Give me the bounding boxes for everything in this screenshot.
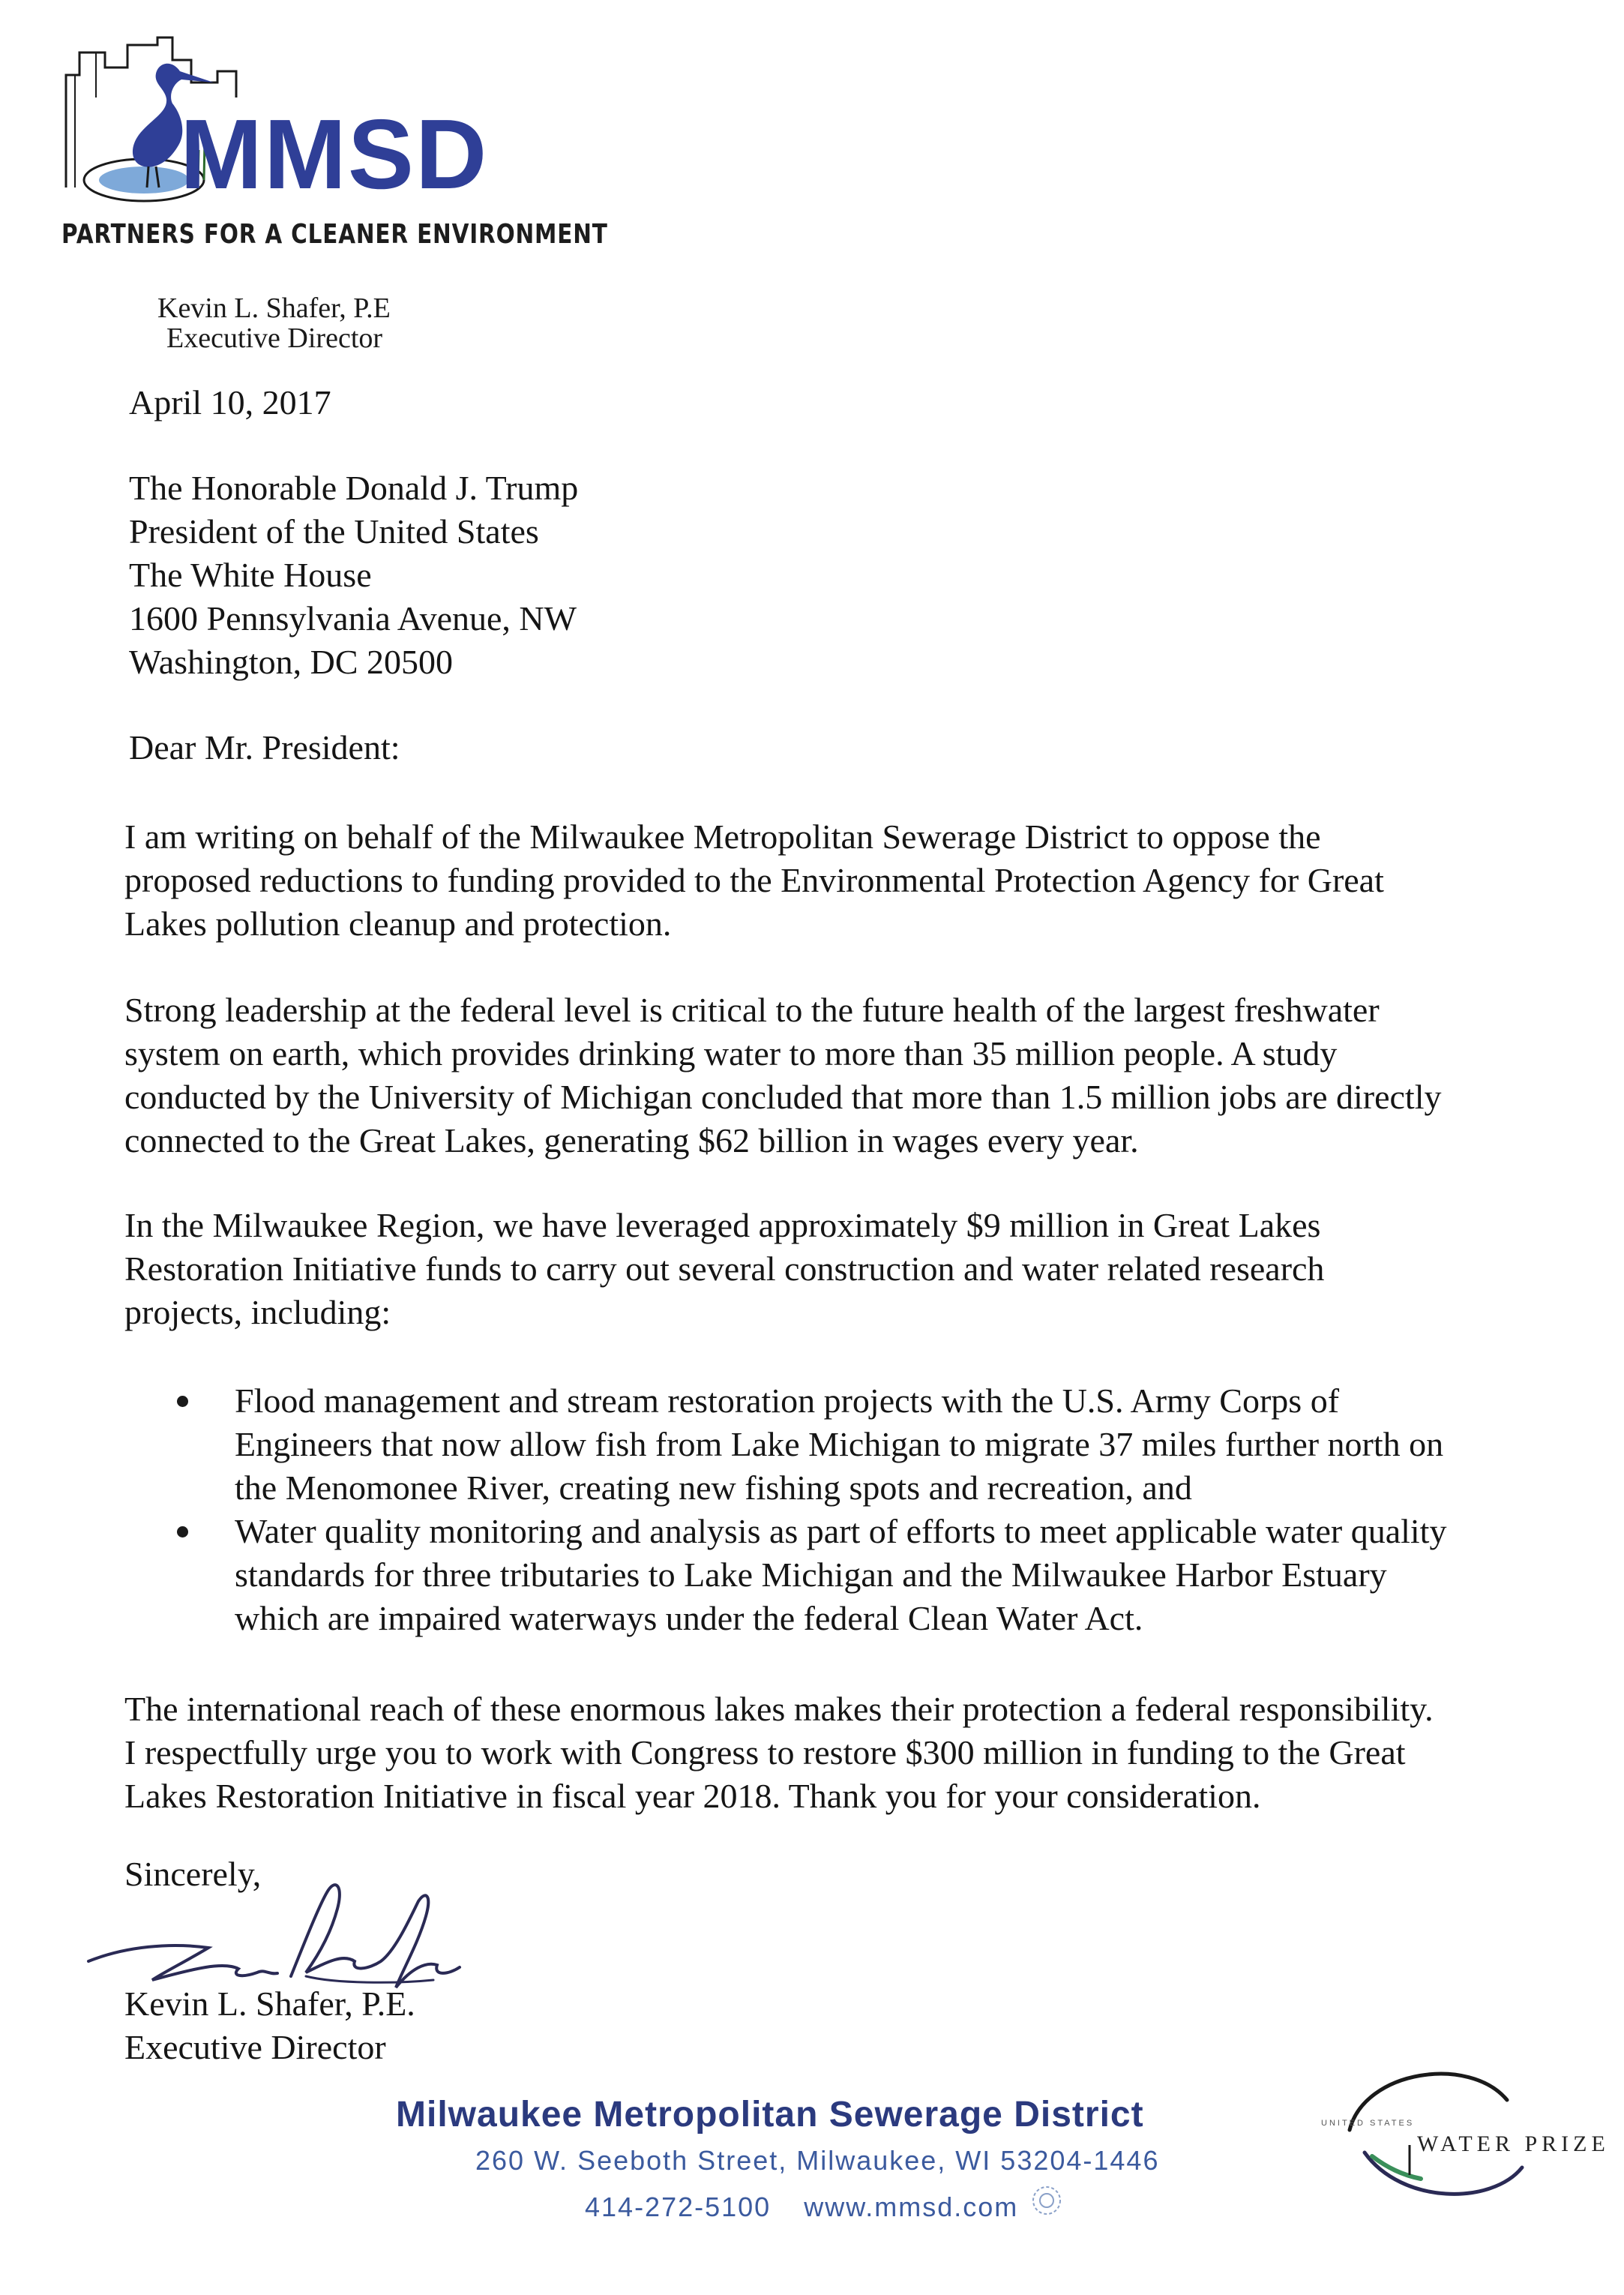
address-line: The White House <box>129 556 372 594</box>
paragraph-line: proposed reductions to funding provided to the Environmental Protection Agency for Great <box>124 861 1384 899</box>
bullet-line: which are impaired waterways under the federal Clean Water Act. <box>235 1599 1143 1637</box>
bullet-line: standards for three tributaries to Lake Michigan and the Milwaukee Harbor Estuary <box>235 1556 1387 1594</box>
paragraph-line: In the Milwaukee Region, we have leveraged approximately $9 million in Great Lakes <box>124 1206 1321 1244</box>
address-line: 1600 Pennsylvania Avenue, NW <box>129 599 577 638</box>
address-line: Washington, DC 20500 <box>129 643 454 681</box>
letter-date: April 10, 2017 <box>129 383 331 422</box>
award-small-text: UNITED STATES <box>1321 2119 1415 2128</box>
bullet-line: the Menomonee River, creating new fishing spots and recreation, and <box>235 1468 1192 1507</box>
paragraph-2 <box>124 988 1572 1162</box>
recycle-icon <box>1029 2182 1065 2218</box>
executive-title: Executive Director <box>166 322 383 354</box>
bullet-item <box>177 1379 1444 1510</box>
paragraph-1 <box>124 815 1572 946</box>
bullet-item <box>177 1510 1447 1640</box>
logo-text: MMSD <box>180 99 489 209</box>
recipient-address <box>129 466 578 684</box>
footer-organization: Milwaukee Metropolitan Sewerage District <box>396 2095 1144 2134</box>
paragraph-line: Lakes pollution cleanup and protection. <box>124 904 672 943</box>
paragraph-3 <box>124 1204 1572 1334</box>
bullet-line: Engineers that now allow fish from Lake Michigan to migrate 37 miles further north on <box>235 1425 1444 1463</box>
salutation: Dear Mr. President: <box>129 728 400 766</box>
executive-name: Kevin L. Shafer, P.E <box>157 292 391 324</box>
bullet-line: Flood management and stream restoration projects with the U.S. Army Corps of <box>235 1382 1340 1420</box>
paragraph-line: projects, including: <box>124 1293 391 1331</box>
bullet-icon <box>177 1396 188 1407</box>
bullet-list <box>177 1379 1447 1640</box>
address-line: President of the United States <box>129 512 539 550</box>
footer-contact <box>585 2192 1018 2223</box>
bullet-line: Water quality monitoring and analysis as part of efforts to meet applicable water quality <box>235 1512 1447 1550</box>
water-prize-logo-icon <box>1320 2055 1605 2205</box>
paragraph-4 <box>124 1688 1572 1818</box>
tagline: PARTNERS FOR A CLEANER ENVIRONMENT <box>61 219 608 250</box>
footer-phone: 414-272-5100 <box>585 2192 772 2222</box>
footer-address: 260 W. Seeboth Street, Milwaukee, WI 53204-1446 <box>475 2145 1160 2176</box>
paragraph-line: I am writing on behalf of the Milwaukee Metropolitan Sewerage District to oppose the <box>124 818 1321 856</box>
paragraph-line: system on earth, which provides drinking water to more than 35 million people. A study <box>124 1034 1338 1072</box>
address-line: The Honorable Donald J. Trump <box>129 469 579 507</box>
paragraph-line: Restoration Initiative funds to carry out several construction and water related research <box>124 1250 1325 1288</box>
paragraph-line: The international reach of these enormous lakes makes their protection a federal responsibility. <box>124 1690 1434 1728</box>
paragraph-line: conducted by the University of Michigan concluded that more than 1.5 million jobs are directly <box>124 1078 1442 1116</box>
bullet-icon <box>177 1526 188 1538</box>
closing: Sincerely, <box>124 1855 262 1893</box>
signer-name: Kevin L. Shafer, P.E. <box>124 1984 415 2023</box>
paragraph-line: Lakes Restoration Initiative in fiscal year 2018. Thank you for your consideration. <box>124 1777 1261 1815</box>
paragraph-line: Strong leadership at the federal level is critical to the future health of the largest freshwater <box>124 991 1380 1029</box>
paragraph-line: I respectfully urge you to work with Congress to restore $300 million in funding to the Great <box>124 1733 1406 1772</box>
paragraph-line: connected to the Great Lakes, generating $62 billion in wages every year. <box>124 1121 1139 1160</box>
award-text: WATER PRIZE <box>1417 2132 1610 2156</box>
footer-website[interactable]: www.mmsd.com <box>804 2192 1019 2222</box>
signer-title: Executive Director <box>124 2028 386 2066</box>
